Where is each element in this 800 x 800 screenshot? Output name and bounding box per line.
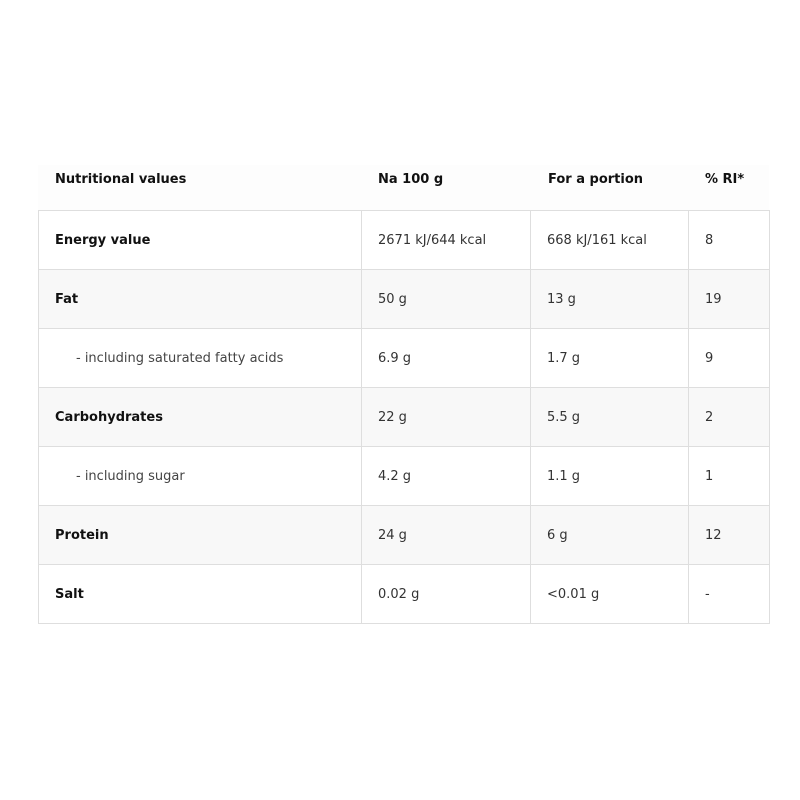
cell-ri: 8 — [689, 211, 770, 270]
cell-portion: <0.01 g — [531, 565, 689, 624]
table-row-protein — [39, 506, 770, 565]
cell-per100: 50 g — [362, 270, 531, 329]
header-ri: % RI* — [705, 172, 745, 187]
cell-per100: 4.2 g — [362, 447, 531, 506]
row-label: Energy value — [39, 211, 362, 270]
cell-per100: 22 g — [362, 388, 531, 447]
cell-portion: 1.7 g — [531, 329, 689, 388]
cell-portion: 1.1 g — [531, 447, 689, 506]
cell-ri: 19 — [689, 270, 770, 329]
cell-ri: 1 — [689, 447, 770, 506]
cell-portion: 13 g — [531, 270, 689, 329]
table-header — [38, 165, 769, 210]
cell-portion: 668 kJ/161 kcal — [531, 211, 689, 270]
cell-per100: 6.9 g — [362, 329, 531, 388]
row-label: Fat — [39, 270, 362, 329]
table-row-carbohydrates — [39, 388, 770, 447]
row-label: Salt — [39, 565, 362, 624]
row-label: - including saturated fatty acids — [39, 329, 362, 388]
table-row-sugar — [39, 447, 770, 506]
table-row-fat — [39, 270, 770, 329]
cell-ri: 2 — [689, 388, 770, 447]
row-label: Protein — [39, 506, 362, 565]
header-nutritional-values: Nutritional values — [55, 172, 187, 187]
row-label: Carbohydrates — [39, 388, 362, 447]
table-row-energy — [39, 211, 770, 270]
table-row-salt — [39, 565, 770, 624]
cell-ri: 9 — [689, 329, 770, 388]
header-per-portion: For a portion — [548, 172, 644, 187]
nutrition-table — [38, 210, 770, 624]
cell-per100: 0.02 g — [362, 565, 531, 624]
row-label: - including sugar — [39, 447, 362, 506]
cell-ri: 12 — [689, 506, 770, 565]
cell-portion: 6 g — [531, 506, 689, 565]
cell-per100: 24 g — [362, 506, 531, 565]
cell-ri: - — [689, 565, 770, 624]
table-row-saturated — [39, 329, 770, 388]
cell-per100: 2671 kJ/644 kcal — [362, 211, 531, 270]
cell-portion: 5.5 g — [531, 388, 689, 447]
header-per-100g: Na 100 g — [378, 172, 444, 187]
